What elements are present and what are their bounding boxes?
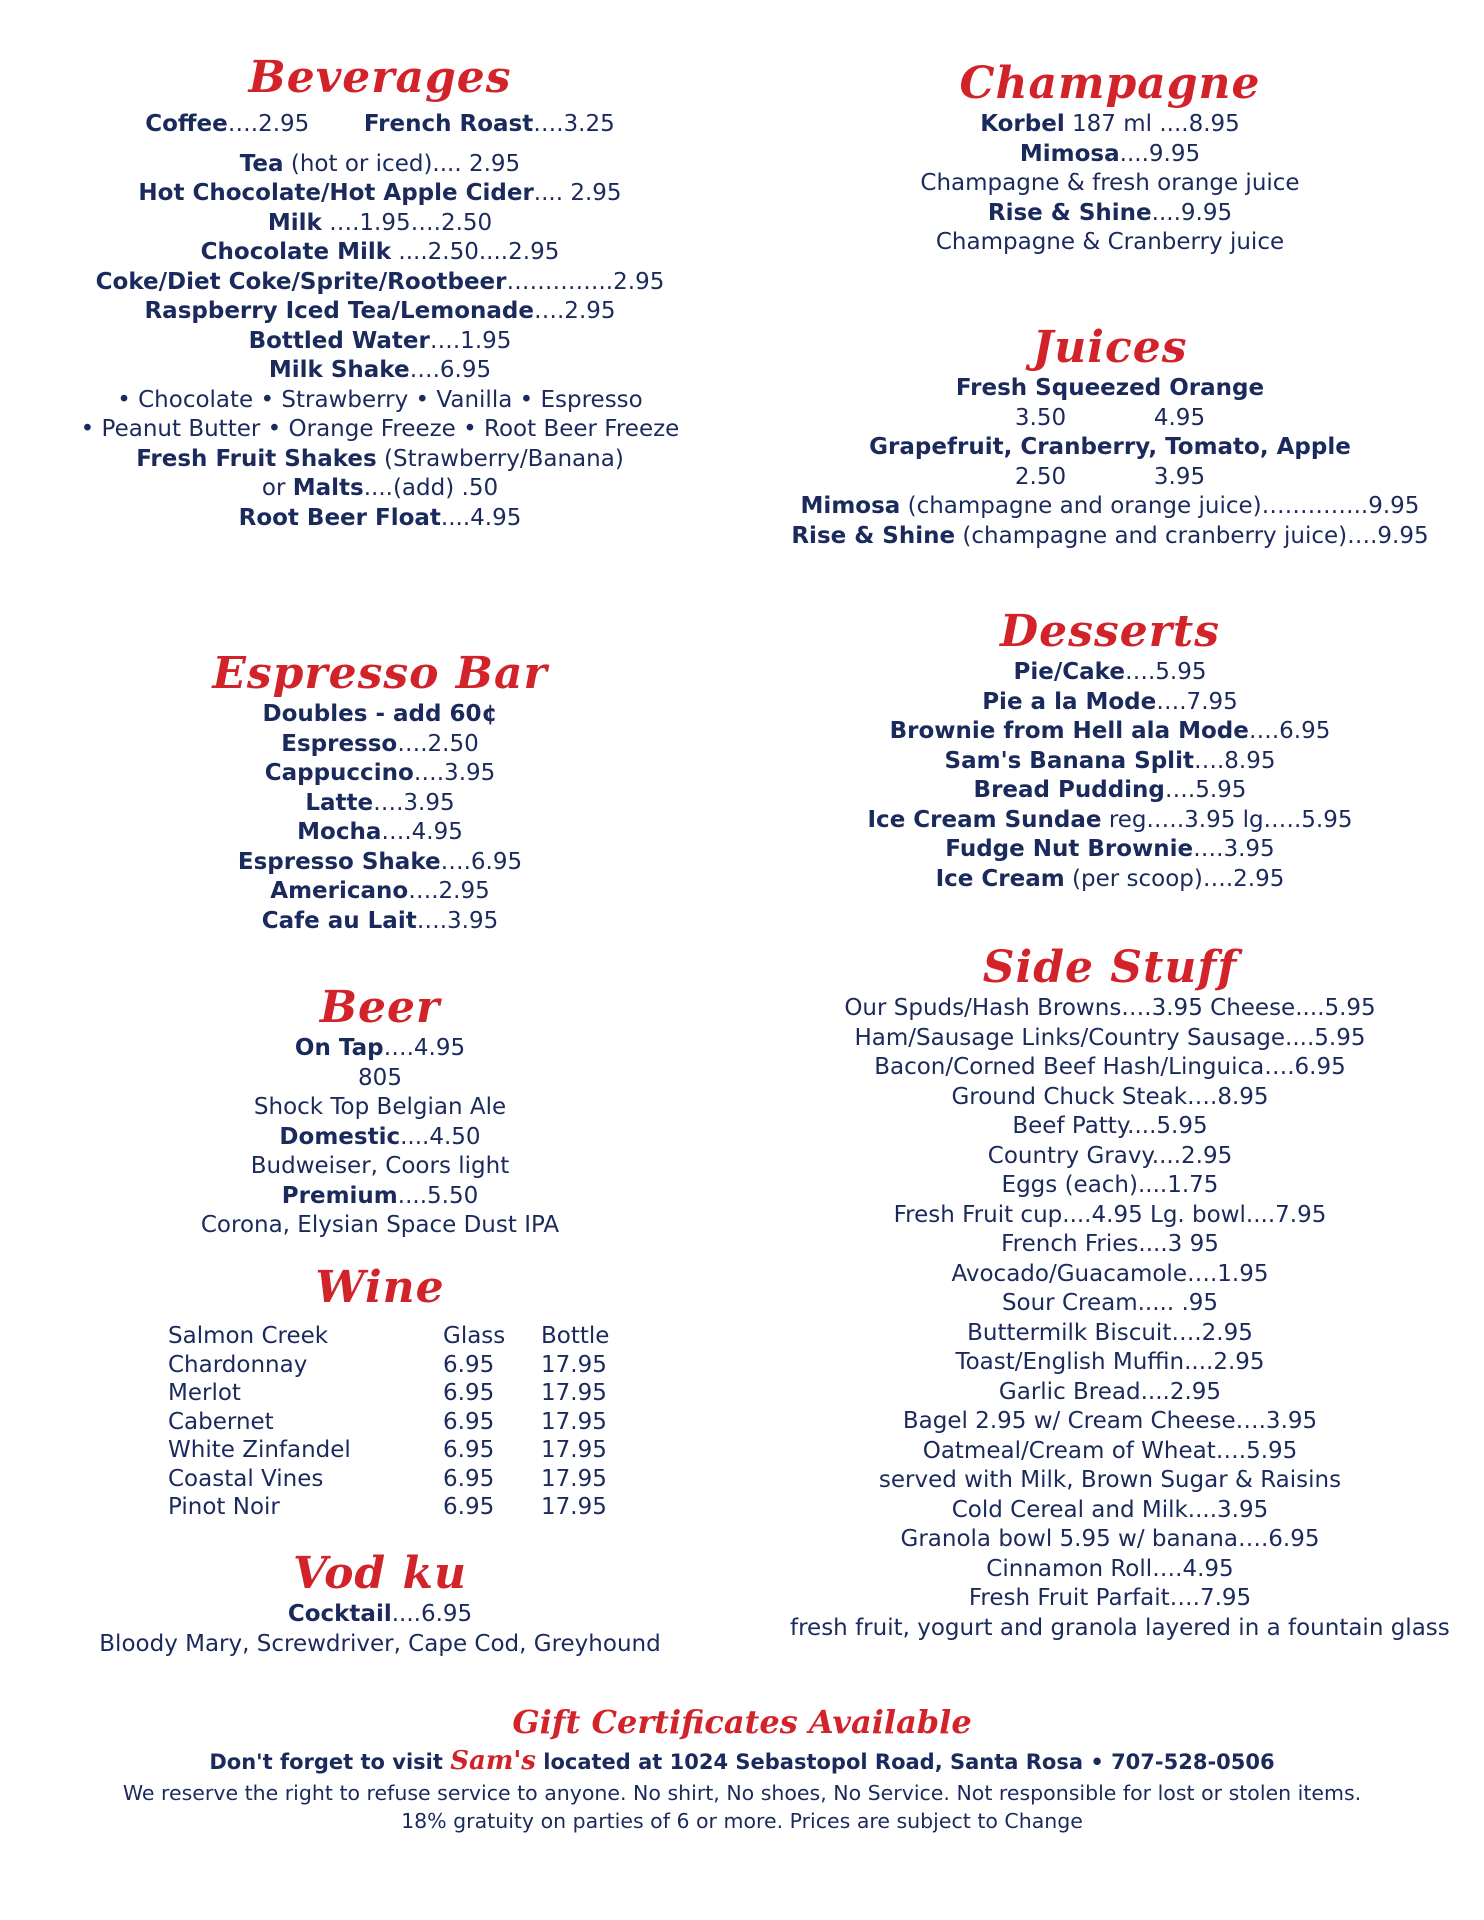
- menu-item-detail: 187 ml ....8.95: [1064, 111, 1240, 137]
- wine-name: Cabernet: [168, 1408, 274, 1435]
- side-item: Sour Cream..... .95: [1001, 1290, 1219, 1316]
- side-item: Eggs (each)....1.75: [1001, 1172, 1219, 1198]
- vodku-list: [80, 1600, 680, 1659]
- menu-item: [790, 433, 1430, 463]
- side-item: Cold Cereal and Milk....3.95: [951, 1496, 1269, 1523]
- gratuity-line: 18% gratuity on parties of 6 or more. Prices are subject to Change: [401, 1809, 1083, 1833]
- menu-item-detail: ....5.50: [397, 1182, 479, 1209]
- menu-item-name: Cocktail: [287, 1601, 392, 1627]
- side-stuff-section: [790, 942, 1450, 1643]
- menu-item-name: Bread Pudding: [973, 777, 1165, 803]
- menu-item-name: Korbel: [980, 111, 1065, 137]
- wine-glass-price: Glass: [443, 1323, 506, 1349]
- menu-item-detail: ….6.95: [440, 848, 523, 875]
- wine-header-row: [168, 1322, 609, 1351]
- menu-item-detail: .... 2.95: [533, 180, 622, 206]
- menu-item-name: Fudge Nut Brownie: [945, 836, 1194, 862]
- menu-item-name: Americano: [270, 878, 409, 904]
- menu-item-detail: Corona, Elysian Space Dust IPA: [200, 1212, 560, 1238]
- menu-item: [790, 140, 1430, 170]
- menu-item-detail: ….8.95: [1193, 747, 1276, 774]
- menu-item: [80, 700, 680, 730]
- menu-item-detail: ….7.95: [1156, 688, 1238, 715]
- side-item: Bagel 2.95 w/ Cream Cheese….3.95: [902, 1408, 1318, 1434]
- menu-item: [80, 179, 680, 209]
- menu-item-detail: (champagne and cranberry juice)….9.95: [955, 522, 1429, 549]
- menu-item: [80, 1600, 680, 1630]
- champagne-list: [790, 110, 1430, 258]
- menu-item: [790, 522, 1430, 552]
- menu-item: [80, 474, 680, 504]
- wine-row: [168, 1351, 609, 1380]
- menu-item-detail: • Peanut Butter • Orange Freeze • Root Beer Freeze: [80, 416, 680, 442]
- menu-item: [790, 199, 1430, 229]
- side-item: Cinnamon Roll….4.95: [986, 1555, 1234, 1582]
- beer-section: [80, 982, 680, 1241]
- menu-item: [80, 504, 680, 534]
- side-item: French Fries....3 95: [1001, 1231, 1219, 1257]
- menu-item: [790, 110, 1430, 140]
- side-item: Buttermilk Biscuit….2.95: [967, 1319, 1253, 1346]
- side-item: served with Milk, Brown Sugar & Raisins: [878, 1467, 1342, 1493]
- menu-item: [80, 1123, 680, 1153]
- juices-list: [790, 374, 1430, 551]
- juices-section: [790, 322, 1430, 551]
- wine-table: [168, 1322, 609, 1522]
- menu-item-detail: ....6.95: [391, 1601, 473, 1627]
- menu-item: [790, 806, 1430, 836]
- juices-heading: Juices: [1032, 322, 1188, 373]
- desserts-section: [790, 606, 1430, 894]
- menu-item: [80, 150, 680, 180]
- side-item: Garlic Bread....2.95: [998, 1378, 1222, 1405]
- side-item: Our Spuds/Hash Browns….3.95 Cheese....5.95: [844, 995, 1376, 1021]
- menu-item: [80, 1064, 680, 1094]
- menu-item-detail: ….2.50: [397, 730, 479, 757]
- menu-item-name: Ice Cream Sundae: [867, 806, 1102, 833]
- menu-item-detail: 2.50 3.95: [1014, 463, 1206, 490]
- menu-item-detail: ….3.95: [373, 789, 455, 816]
- wine-name: Pinot Noir: [168, 1494, 280, 1520]
- menu-item-name: Bottled Water: [248, 327, 430, 354]
- menu-item-detail: ....9.95: [1151, 199, 1233, 226]
- wine-name: White Zinfandel: [168, 1437, 351, 1463]
- wine-bottle-price: 17.95: [541, 1408, 607, 1435]
- wine-heading: Wine: [315, 1262, 445, 1313]
- menu-item-detail: ….2.95: [534, 298, 616, 324]
- side-item: Ground Chuck Steak….8.95: [951, 1083, 1269, 1110]
- side-item: Oatmeal/Cream of Wheat….5.95: [922, 1437, 1298, 1464]
- side-item: fresh fruit, yogurt and granola layered in a fountain glass: [790, 1614, 1450, 1641]
- menu-item-name: Milk Shake: [268, 357, 410, 383]
- menu-item: [80, 1034, 680, 1064]
- menu-item-detail: 805: [358, 1064, 402, 1091]
- menu-item-detail: …………..2.95: [506, 268, 665, 295]
- coffee-price: ….2.95: [227, 111, 310, 137]
- menu-item: [80, 386, 680, 416]
- visit-address: located at 1024 Sebastopol Road, Santa Rosa • 707-528-0506: [535, 1750, 1275, 1774]
- wine-row: [168, 1493, 609, 1522]
- menu-item-detail: Champagne & fresh orange juice: [920, 170, 1300, 196]
- wine-row: [168, 1408, 609, 1437]
- wine-name: Merlot: [168, 1380, 241, 1406]
- desserts-heading: Desserts: [1000, 606, 1220, 657]
- champagne-heading: Champagne: [959, 58, 1261, 109]
- menu-item-prefix: or: [261, 475, 293, 501]
- menu-item-name: Grapefruit, Cranberry, Tomato, Apple: [869, 434, 1351, 460]
- french-roast-price: ….3.25: [533, 111, 615, 137]
- menu-item: [80, 238, 680, 268]
- menu-item-name: Raspberry Iced Tea/Lemonade: [144, 298, 534, 324]
- menu-item: [80, 848, 680, 878]
- menu-item-detail: ....(add) .50: [363, 475, 499, 501]
- wine-bottle-price: 17.95: [541, 1380, 607, 1406]
- menu-item: [80, 1630, 680, 1660]
- espresso-heading: Espresso Bar: [212, 648, 548, 699]
- visit-line: [0, 1744, 1484, 1779]
- wine-row: [168, 1465, 609, 1494]
- menu-item-detail: ….2.95: [408, 878, 490, 904]
- wine-bottle-price: 17.95: [541, 1465, 607, 1492]
- menu-item: [790, 776, 1430, 806]
- wine-bottle-price: 17.95: [541, 1437, 607, 1463]
- menu-item-name: Premium: [281, 1182, 398, 1209]
- menu-item-detail: ….4.95: [381, 819, 463, 845]
- menu-item: [790, 463, 1430, 493]
- menu-item-detail: ….6.95: [409, 357, 492, 383]
- menu-item-detail: (per scoop)….2.95: [1064, 865, 1285, 892]
- menu-item: [790, 404, 1430, 434]
- menu-item-detail: reg.….3.95 lg.….5.95: [1101, 806, 1353, 833]
- menu-item-name: Chocolate Milk: [200, 239, 392, 265]
- menu-item-detail: Budweiser, Coors light: [250, 1153, 510, 1179]
- menu-item: [80, 327, 680, 357]
- menu-item-detail: ….3.95: [416, 907, 499, 934]
- menu-item: [80, 268, 680, 298]
- menu-item-name: On Tap: [294, 1035, 384, 1061]
- wine-name: Coastal Vines: [168, 1465, 324, 1492]
- menu-item: [80, 759, 680, 789]
- menu-item-detail: ....9.95: [1119, 140, 1201, 167]
- menu-item: [80, 1182, 680, 1212]
- side-stuff-list: [790, 994, 1450, 1643]
- menu-item: [790, 835, 1430, 865]
- wine-glass-price: 6.95: [443, 1494, 495, 1520]
- menu-item-detail: ….4.95: [383, 1035, 466, 1061]
- menu-item-detail: • Chocolate • Strawberry • Vanilla • Espresso: [117, 386, 643, 413]
- menu-item-name: Coke/Diet Coke/Sprite/Rootbeer: [95, 268, 507, 295]
- wine-bottle-price: 17.95: [541, 1351, 607, 1378]
- policy-line: We reserve the right to refuse service to anyone. No shirt, No shoes, No Service. Not responsible for lost or stolen items.: [122, 1781, 1362, 1805]
- menu-item-detail: Champagne & Cranberry juice: [935, 229, 1285, 255]
- menu-item: [790, 228, 1430, 258]
- wine-glass-price: 6.95: [443, 1380, 495, 1406]
- menu-item-name: Rise & Shine: [791, 522, 956, 549]
- menu-item-name: Pie/Cake: [1013, 659, 1125, 685]
- wine-name: Salmon Creek: [168, 1323, 329, 1349]
- side-item: Beef Patty....5.95: [1012, 1113, 1208, 1139]
- beer-list: [80, 1034, 680, 1241]
- menu-item-detail: ....2.50....2.95: [391, 239, 560, 265]
- wine-name: Chardonnay: [168, 1351, 308, 1378]
- menu-item: [80, 818, 680, 848]
- wine-glass-price: 6.95: [443, 1465, 495, 1492]
- visit-pre: Don't forget to visit: [209, 1750, 451, 1774]
- side-stuff-heading: Side Stuff: [982, 942, 1238, 993]
- menu-item-detail: 3.50 4.95: [1014, 404, 1206, 431]
- menu-item: [80, 1152, 680, 1182]
- menu-item-name: Sam's Banana Split: [944, 747, 1194, 774]
- menu-item: [80, 356, 680, 386]
- espresso-list: [80, 700, 680, 936]
- menu-item-name: Milk: [267, 209, 322, 236]
- menu-item-detail: (hot or iced).... 2.95: [283, 150, 521, 177]
- menu-item-name: Malts: [292, 475, 364, 501]
- menu-item-name: Tea: [239, 150, 284, 177]
- beer-heading: Beer: [319, 982, 441, 1033]
- menu-item-name: Cafe au Lait: [261, 907, 417, 934]
- coffee-name: Coffee: [145, 111, 228, 137]
- wine-row: [168, 1379, 609, 1408]
- menu-item: [80, 907, 680, 937]
- menu-item-name: Ice Cream: [935, 865, 1065, 892]
- menu-item-detail: Shock Top Belgian Ale: [253, 1094, 507, 1120]
- side-item: Country Gravy....2.95: [987, 1142, 1233, 1169]
- menu-item-name: Fresh Squeezed Orange: [955, 375, 1265, 401]
- menu-item-name: Espresso: [281, 730, 398, 757]
- menu-item-name: Hot Chocolate/Hot Apple Cider: [138, 180, 534, 206]
- wine-bottle-price: Bottle: [541, 1323, 610, 1349]
- menu-item-detail: ….1.95….2.50: [321, 209, 493, 236]
- footer: [0, 1700, 1484, 1835]
- wine-glass-price: 6.95: [443, 1437, 495, 1463]
- menu-item-name: Domestic: [279, 1123, 401, 1150]
- menu-item: [80, 415, 680, 445]
- menu-item: [80, 1211, 680, 1241]
- menu-item-detail: ....4.95: [440, 504, 522, 531]
- vodku-heading: Vod ku: [292, 1548, 467, 1599]
- side-item: Avocado/Guacamole….1.95: [951, 1260, 1269, 1287]
- wine-glass-price: 6.95: [443, 1351, 495, 1378]
- menu-item: [80, 1093, 680, 1123]
- beverages-section: [80, 52, 680, 533]
- menu-item: [80, 445, 680, 475]
- side-item: Granola bowl 5.95 w/ banana….6.95: [900, 1526, 1320, 1552]
- menu-item-name: Root Beer Float: [238, 504, 441, 531]
- menu-item-name: Espresso Shake: [237, 848, 441, 875]
- menu-item-name: Mocha: [297, 819, 382, 845]
- menu-item: [80, 789, 680, 819]
- side-item: Fresh Fruit Parfait….7.95: [968, 1585, 1252, 1611]
- menu-item: [790, 492, 1430, 522]
- wine-bottle-price: 17.95: [541, 1494, 607, 1520]
- menu-item: [790, 865, 1430, 895]
- menu-item-detail: ….1.95: [429, 327, 512, 354]
- sams-logo-text: Sam's: [450, 1746, 536, 1776]
- menu-item-detail: (champagne and orange juice)…………..9.95: [900, 493, 1420, 519]
- menu-item-name: Mimosa: [800, 493, 901, 519]
- vodku-section: [80, 1548, 680, 1659]
- menu-item: [790, 688, 1430, 718]
- beverages-list: [80, 150, 680, 534]
- menu-item-detail: (Strawberry/Banana): [376, 445, 624, 472]
- menu-item: [790, 658, 1430, 688]
- french-roast-name: French Roast: [363, 111, 534, 137]
- side-item: Toast/English Muffin....2.95: [955, 1349, 1265, 1375]
- side-item: Fresh Fruit cup....4.95 Lg. bowl....7.95: [893, 1201, 1327, 1228]
- wine-glass-price: 6.95: [443, 1408, 495, 1435]
- menu-item-name: Rise & Shine: [987, 199, 1152, 226]
- menu-item-name: Mimosa: [1019, 140, 1120, 167]
- side-item: Ham/Sausage Links/Country Sausage....5.95: [854, 1024, 1366, 1051]
- menu-item: [790, 717, 1430, 747]
- desserts-list: [790, 658, 1430, 894]
- menu-item-name: Latte: [305, 789, 374, 816]
- coffee-row: [80, 110, 680, 140]
- menu-item-detail: ….3.95: [1193, 836, 1275, 862]
- menu-item-detail: ….3.95: [413, 760, 496, 786]
- beverages-heading: Beverages: [248, 52, 512, 103]
- menu-item-name: Fresh Fruit Shakes: [136, 445, 377, 472]
- menu-item-name: Pie a la Mode: [982, 688, 1157, 715]
- menu-item-detail: ….5.95: [1164, 777, 1247, 803]
- menu-item: [80, 877, 680, 907]
- menu-item: [790, 747, 1430, 777]
- menu-item-detail: Bloody Mary, Screwdriver, Cape Cod, Greyhound: [99, 1630, 661, 1657]
- champagne-section: [790, 58, 1430, 258]
- menu-item-name: Cappuccino: [264, 760, 414, 786]
- menu-item: [80, 730, 680, 760]
- espresso-section: [80, 648, 680, 936]
- menu-item: [80, 297, 680, 327]
- menu-item-detail: ….5.95: [1124, 659, 1207, 685]
- wine-section: [80, 1262, 680, 1522]
- wine-row: [168, 1436, 609, 1465]
- menu-item: [790, 169, 1430, 199]
- menu-item-name: Brownie from Hell ala Mode: [889, 718, 1249, 744]
- menu-item-name: Doubles - add 60¢: [262, 701, 498, 727]
- gift-certificates: Gift Certificates Available: [512, 1703, 972, 1741]
- menu-item-detail: ....4.50: [400, 1123, 481, 1150]
- menu-item: [80, 209, 680, 239]
- menu-item-detail: ….6.95: [1248, 718, 1331, 744]
- side-item: Bacon/Corned Beef Hash/Linguica….6.95: [874, 1054, 1346, 1080]
- menu-item: [790, 374, 1430, 404]
